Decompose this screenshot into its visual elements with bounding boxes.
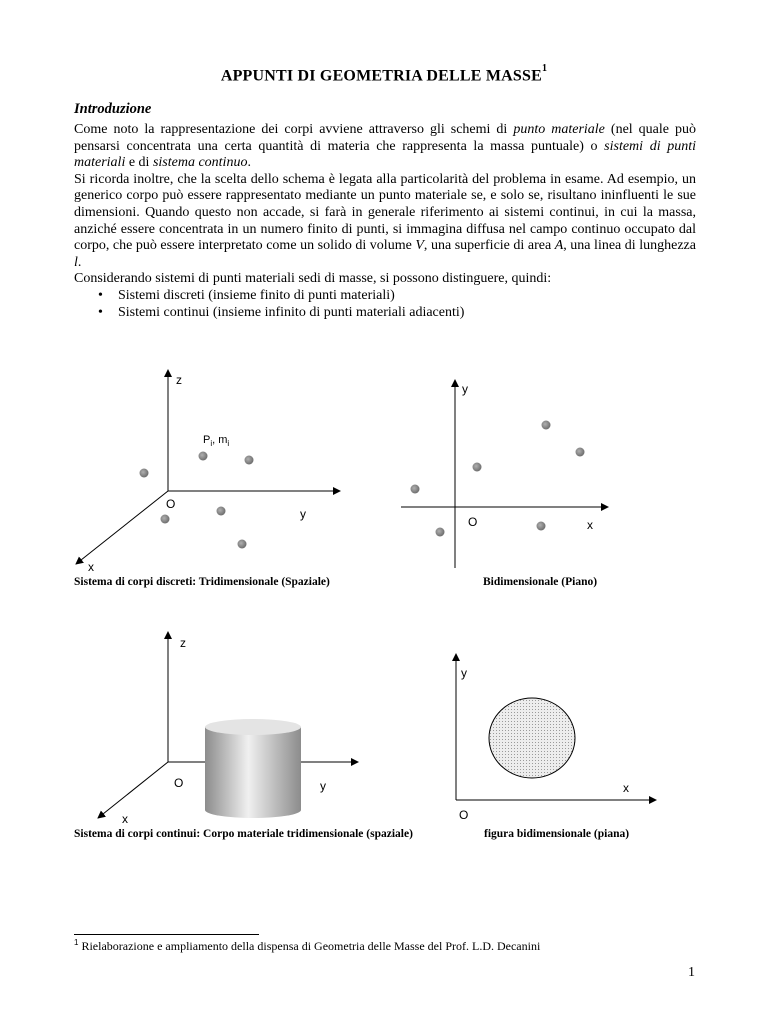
x-axis-label: x	[587, 518, 593, 532]
title-text: APPUNTI DI GEOMETRIA DELLE MASSE	[220, 67, 542, 85]
cylinder-body	[205, 727, 301, 818]
section-heading: Introduzione	[74, 101, 152, 117]
footnote-mark: 1	[74, 938, 79, 947]
footnote-text: Rielaborazione e ampliamento della dispensa di Geometria delle Masse del Prof. L.D. Decanini	[78, 939, 541, 953]
y-axis-label: y	[300, 507, 306, 521]
point-label-sub-i2: i	[227, 439, 230, 448]
point-label-sub-i: i	[210, 439, 213, 448]
figure-discrete-3d	[76, 370, 340, 574]
figure-continuous-3d	[98, 632, 358, 826]
mass-point	[537, 522, 546, 531]
para2-text-3: , una linea di lunghezza	[563, 238, 696, 254]
para1-emphasis-2: sistemi di punti materiali	[74, 138, 697, 171]
mass-point	[576, 448, 585, 457]
mass-point	[238, 540, 247, 549]
z-axis-label: z	[176, 373, 182, 387]
cylinder-top	[205, 719, 301, 735]
para2-emphasis-3: l	[74, 254, 78, 270]
point-label-sep: , m	[212, 434, 228, 446]
x-axis-label: x	[88, 560, 94, 574]
caption-discrete-2d: Bidimensionale (Piano)	[483, 576, 598, 588]
mass-point	[161, 515, 170, 524]
para1-emphasis-1: punto materiale	[513, 122, 605, 137]
para2-text-2: , una superficie di area	[423, 238, 555, 254]
mass-point	[436, 528, 445, 537]
origin-label: O	[174, 776, 184, 790]
figure-discrete-2d	[401, 380, 608, 568]
para2-text-1: Si ricorda inoltre, che la scelta dello schema è legata alla particolarità del problema in esame. Ad esempio, un generico corpo può essere rappresentato mediante un punto materiale se, e solo se, risultano ininfluenti le sue dimensioni. Quando questo non accade, si farà in generale riferimento ai sistemi continui, in cui la massa, anziché essere concentrata in un numero finito di punti, si immagina diffusa nel campo continuo occupato dal corpo, che può essere interpretato come un solido di volume	[74, 171, 696, 254]
para1-text-2: (nel quale può pensarsi concentrata una certa quantità di materia che rappresenta la massa puntuale) o	[74, 122, 697, 154]
y-axis-label: y	[462, 382, 468, 396]
caption-discrete-3d: Sistema di corpi discreti: Tridimensionale (Spaziale)	[74, 576, 330, 588]
point-label	[203, 434, 229, 448]
mass-point	[542, 421, 551, 430]
footnote	[74, 938, 540, 954]
para1-text-3: e di	[125, 155, 153, 171]
mass-point	[140, 469, 149, 478]
z-axis-label: z	[180, 636, 186, 650]
mass-point	[473, 463, 482, 472]
x-axis-label: x	[122, 812, 128, 826]
para1-emphasis-3: sistema continuo	[152, 155, 248, 171]
para2-text-4: .	[77, 254, 82, 270]
mass-point	[411, 485, 420, 494]
figure-continuous-2d	[456, 654, 656, 822]
point-label-p: P	[203, 434, 211, 446]
page-number: 1	[688, 965, 695, 980]
para2-emphasis-1: V	[415, 238, 424, 254]
bullet-text: Sistemi continui (insieme infinito di punti materiali adiacenti)	[118, 304, 465, 320]
para1-text-1: Come noto la rappresentazione dei corpi avviene attraverso gli schemi di	[74, 122, 514, 137]
title-footnote-mark: 1	[541, 63, 548, 74]
mass-point	[217, 507, 226, 516]
mass-point	[245, 456, 254, 465]
paragraph-3: Considerando sistemi di punti materiali sedi di masse, si possono distinguere, quindi:	[74, 271, 552, 287]
bullet-icon: •	[98, 287, 103, 303]
footnote-divider	[74, 934, 259, 935]
cylinder-solid	[205, 719, 301, 818]
y-axis-label: y	[461, 666, 467, 680]
para2-emphasis-2: A	[554, 238, 564, 254]
x-axis	[98, 762, 168, 818]
bullet-icon: •	[98, 304, 103, 320]
caption-continuous-3d: Sistema di corpi continui: Corpo materiale tridimensionale (spaziale)	[74, 828, 413, 840]
x-axis-label: x	[623, 781, 629, 795]
y-axis-label: y	[320, 779, 326, 793]
planar-disc	[489, 698, 575, 778]
origin-label: O	[468, 515, 478, 529]
x-axis	[76, 491, 168, 564]
origin-label: O	[459, 808, 469, 822]
bullet-text: Sistemi discreti (insieme finito di punti materiali)	[118, 287, 395, 303]
origin-label: O	[166, 497, 176, 511]
mass-point	[199, 452, 208, 461]
para1-text-4: .	[247, 155, 251, 171]
caption-continuous-2d: figura bidimensionale (piana)	[484, 828, 630, 840]
